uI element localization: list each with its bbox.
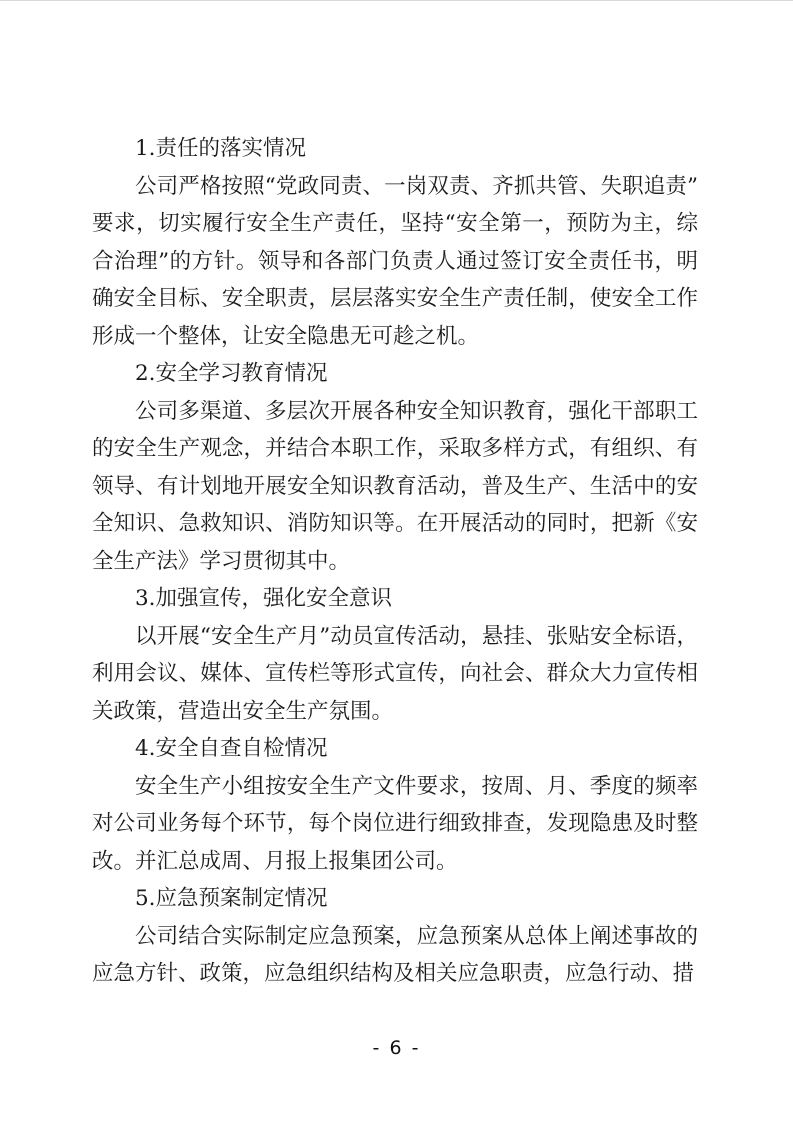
- section-2-paragraph: 公司多渠道、多层次开展各种安全知识教育，强化干部职工的安全生产观念，并结合本职工作，采取多样方式，有组织、有领导、有计划地开展安全知识教育活动，普及生产、生活中的安全知识、急救知识、消防知识等。在开展活动的同时，把新《安全生产法》学习贯彻其中。: [92, 398, 698, 574]
- section-self-inspection: [92, 730, 698, 880]
- section-5-heading: 5.应急预案制定情况: [135, 886, 328, 911]
- section-4-heading: 4.安全自查自检情况: [135, 736, 328, 761]
- page-number: - 6 -: [372, 1037, 421, 1059]
- section-3-heading: 3.加强宣传，强化安全意识: [135, 586, 393, 611]
- section-4-paragraph: 安全生产小组按安全生产文件要求，按周、月、季度的频率对公司业务每个环节，每个岗位进行细致排查，发现隐患及时整改。并汇总成周、月报上报集团公司。: [92, 773, 698, 874]
- section-emergency-plan: [92, 880, 698, 993]
- section-1-paragraph: 公司严格按照“党政同责、一岗双责、齐抓共管、失职追责”要求，切实履行安全生产责任，坚持“安全第一，预防为主，综合治理”的方针。领导和各部门负责人通过签订安全责任书，明确安全目标、安全职责，层层落实安全生产责任制，使安全工作形成一个整体，让安全隐患无可趁之机。: [92, 173, 698, 349]
- section-2-heading: 2.安全学习教育情况: [135, 361, 328, 386]
- section-5-paragraph: 公司结合实际制定应急预案，应急预案从总体上阐述事故的应急方针、政策，应急组织结构及相关应急职责，应急行动、措: [92, 923, 698, 986]
- section-responsibility: [92, 130, 698, 355]
- section-3-paragraph: 以开展“安全生产月”动员宣传活动，悬挂、张贴安全标语，利用会议、媒体、宣传栏等形式宣传，向社会、群众大力宣传相关政策，营造出安全生产氛围。: [92, 623, 698, 724]
- section-safety-education: [92, 355, 698, 580]
- document-body: [92, 130, 698, 993]
- section-1-heading: 1.责任的落实情况: [135, 136, 307, 161]
- section-publicity: [92, 580, 698, 730]
